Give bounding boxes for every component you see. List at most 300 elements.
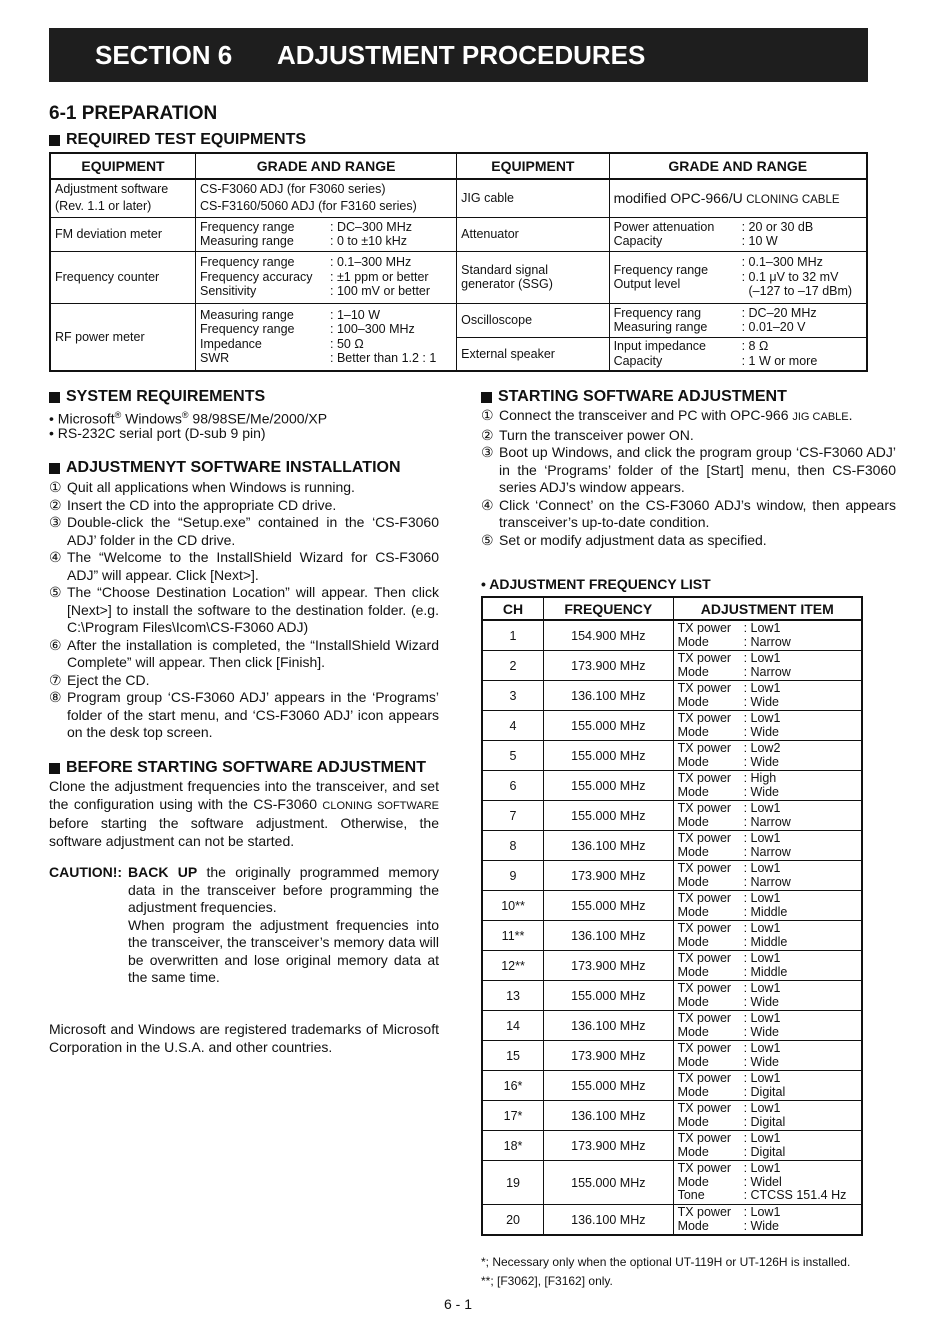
software-line: CS-F3160/5060 ADJ (for F3160 series)	[200, 199, 417, 214]
col-header-adjustment-item: ADJUSTMENT ITEM	[673, 597, 862, 620]
step-number: ①	[481, 407, 494, 423]
item-label: TX power	[677, 771, 732, 786]
text: Program group ‘CS-F3060 ADJ’ appears in the ‘Programs’ folder of the start menu, and ‘CS-F3060 ADJ’ icon appears on the desk top screen.	[67, 689, 439, 740]
spec-label: Measuring range	[200, 234, 294, 248]
step-item	[49, 637, 439, 672]
item-label: Mode	[677, 844, 709, 859]
item-value: : Middle	[743, 934, 788, 949]
item-label: Mode	[677, 664, 709, 679]
grade-range-cell	[609, 251, 867, 303]
equipment-name-cell	[457, 337, 609, 371]
adjustment-item-cell	[673, 861, 862, 891]
item-value: : Wide	[743, 1218, 779, 1233]
equipment-row	[50, 303, 867, 337]
step-text	[499, 427, 896, 445]
step-number: ⑦	[49, 671, 62, 688]
step-number: ⑧	[49, 689, 62, 705]
table-row	[482, 861, 862, 891]
channel-cell: 9	[482, 861, 544, 891]
text: before starting the software adjustment. Otherwise, the software adjustment can not be started.	[49, 815, 439, 849]
spec-value: : 0.01–20 V	[741, 320, 806, 334]
item-label: TX power	[677, 831, 732, 846]
installation-steps	[49, 479, 439, 742]
item-grid	[678, 1162, 857, 1202]
table-row	[482, 651, 862, 681]
item-value: : Low1	[743, 681, 781, 696]
adjustment-item-cell	[673, 620, 862, 651]
adjustment-item-cell	[673, 1131, 862, 1161]
footnote-double-asterisk: **; [F3062], [F3162] only.	[481, 1274, 613, 1288]
item-label: Mode	[677, 1024, 709, 1039]
table-row	[482, 1101, 862, 1131]
grade-range-cell	[196, 303, 457, 371]
equipment-name: External speaker	[461, 346, 555, 361]
table-row	[482, 981, 862, 1011]
channel-cell: 6	[482, 771, 544, 801]
step-text	[499, 407, 896, 427]
item-label: TX power	[677, 1161, 732, 1176]
channel-cell: 19	[482, 1161, 544, 1205]
item-label: Mode	[677, 994, 709, 1009]
frequency-cell: 136.100 MHz	[544, 921, 674, 951]
table-row	[482, 741, 862, 771]
spec-label: Frequency rang	[613, 305, 702, 320]
equipment-name-cell	[457, 251, 609, 303]
item-value: : Low1	[743, 621, 781, 636]
item-grid	[678, 772, 857, 799]
step-item	[49, 689, 439, 742]
item-label: TX power	[677, 921, 732, 936]
item-value: : Middle	[743, 904, 788, 919]
item-value: : Digital	[743, 1084, 786, 1099]
spec-label: Frequency accuracy	[200, 269, 313, 284]
item-label: Mode	[677, 1144, 709, 1159]
text: the originally programmed memory data in the transceiver before programming the adjustment frequencies.	[128, 864, 439, 915]
grade-range-cell	[196, 179, 457, 217]
item-label: Mode	[677, 1174, 709, 1189]
step-item	[481, 497, 896, 532]
spec-label: Frequency range	[613, 262, 709, 277]
item-label: TX power	[677, 861, 732, 876]
step-text	[499, 444, 896, 497]
item-value: : Wide	[743, 994, 779, 1009]
step-item	[49, 514, 439, 549]
item-label: Mode	[677, 1054, 709, 1069]
text: Windows	[121, 410, 182, 427]
table-row	[482, 951, 862, 981]
item-value: : Low1	[743, 1041, 781, 1056]
starting-steps	[481, 407, 896, 549]
item-value: : Low2	[743, 741, 781, 756]
step-number: ⑤	[49, 584, 62, 600]
item-label: TX power	[677, 1101, 732, 1116]
spec-label: Capacity	[613, 353, 663, 368]
item-value: : Low1	[743, 1101, 781, 1116]
text: Set or modify adjustment data as specified.	[499, 531, 767, 548]
equipment-name: Frequency counter	[55, 270, 160, 284]
equipment-row	[50, 179, 867, 217]
col-header-equipment: EQUIPMENT	[457, 153, 609, 179]
channel-cell: 2	[482, 651, 544, 681]
step-item	[49, 672, 439, 690]
step-number: ④	[49, 549, 62, 565]
equipment-name-cell	[50, 179, 196, 217]
step-text	[499, 497, 896, 532]
item-label: Mode	[677, 904, 709, 919]
section-title: ADJUSTMENT PROCEDURES	[277, 39, 646, 70]
equipment-name: (Rev. 1.1 or later)	[55, 199, 152, 214]
channel-cell: 20	[482, 1205, 544, 1236]
item-label: TX power	[677, 1205, 732, 1220]
item-value: : Low1	[743, 861, 781, 876]
equipment-table	[49, 152, 868, 372]
frequency-cell: 136.100 MHz	[544, 1205, 674, 1236]
step-number: ③	[481, 444, 494, 460]
item-value: : Low1	[743, 891, 781, 906]
item-value: : Narrow	[743, 634, 791, 649]
text: Quit all applications when Windows is running.	[67, 479, 355, 495]
caution-text	[128, 864, 439, 987]
equipment-name: Standard signal	[461, 263, 549, 277]
item-grid	[678, 712, 857, 739]
frequency-cell: 136.100 MHz	[544, 1101, 674, 1131]
spec-value: : 50 Ω	[330, 336, 364, 351]
footnote-single-asterisk: *; Necessary only when the optional UT-119H or UT-126H is installed.	[481, 1255, 851, 1269]
step-number: ③	[49, 514, 62, 530]
caution-text-2: When program the adjustment frequencies into the transceiver, the transceiver’s memory data will be overwritten and lose original memory data at the same time.	[128, 916, 439, 985]
adjustment-item-cell	[673, 981, 862, 1011]
equipment-name: Attenuator	[461, 227, 519, 241]
spec-grid	[614, 339, 862, 368]
channel-cell: 14	[482, 1011, 544, 1041]
page-number: 6 - 1	[444, 1296, 473, 1312]
equipment-name: generator (SSG)	[461, 277, 553, 291]
step-text	[67, 479, 439, 497]
spec-value: : 0.1 μV to 32 mV	[741, 269, 839, 284]
text: .	[848, 407, 853, 423]
step-number: ②	[49, 496, 62, 513]
frequency-cell: 154.900 MHz	[544, 620, 674, 651]
table-row	[482, 801, 862, 831]
heading-text: REQUIRED TEST EQUIPMENTS	[66, 131, 307, 148]
equipment-name-cell	[50, 251, 196, 303]
spec-value: : ±1 ppm or better	[330, 269, 429, 284]
spec-label: Power attenuation	[613, 219, 715, 234]
item-label: Mode	[677, 754, 709, 769]
spec-value: : 1–10 W	[330, 307, 381, 322]
step-number: ②	[481, 426, 494, 443]
channel-cell: 12**	[482, 951, 544, 981]
item-grid	[678, 1132, 857, 1159]
step-item	[481, 532, 896, 550]
spec-value: : DC–300 MHz	[330, 219, 412, 234]
square-bullet-icon	[49, 392, 60, 403]
item-grid	[678, 922, 857, 949]
frequency-cell: 155.000 MHz	[544, 741, 674, 771]
item-label: Tone	[677, 1188, 705, 1203]
adjustment-item-cell	[673, 1011, 862, 1041]
item-label: TX power	[677, 741, 732, 756]
item-value: : Low1	[743, 1161, 781, 1176]
spec-label: Sensitivity	[200, 284, 257, 299]
item-value: : Low1	[743, 651, 781, 666]
system-requirement-port: • RS-232C serial port (D-sub 9 pin)	[49, 425, 266, 441]
system-requirements-heading	[49, 388, 265, 406]
item-label: TX power	[677, 981, 732, 996]
square-bullet-icon	[49, 135, 60, 146]
table-row	[482, 620, 862, 651]
item-grid	[678, 1042, 857, 1069]
frequency-table	[481, 596, 863, 1236]
step-number: ⑥	[49, 636, 62, 653]
text: Connect the transceiver and PC with OPC-966	[499, 407, 793, 423]
spec-grid	[614, 306, 862, 335]
item-value: : Low1	[743, 1205, 781, 1220]
item-grid	[678, 832, 857, 859]
frequency-cell: 155.000 MHz	[544, 891, 674, 921]
cable-model: modified OPC-966/U	[613, 190, 743, 207]
grade-range-cell	[609, 303, 867, 337]
table-row	[482, 711, 862, 741]
frequency-cell: 173.900 MHz	[544, 1131, 674, 1161]
spec-label: Output level	[613, 277, 681, 291]
step-text	[67, 637, 439, 672]
spec-label: Impedance	[200, 336, 262, 351]
equipment-name: RF power meter	[55, 329, 145, 344]
square-bullet-icon	[49, 763, 60, 774]
adjustment-item-cell	[673, 741, 862, 771]
item-value: : Low1	[743, 1131, 781, 1146]
spec-grid	[200, 255, 452, 299]
channel-cell: 4	[482, 711, 544, 741]
spec-value: : 0.1–300 MHz	[741, 255, 823, 270]
text: Boot up Windows, and click the program group ‘CS-F3060 ADJ’ in the ‘Programs’ folder of the [Start] menu, then CS-F3060 series ADJ’s window appears.	[499, 444, 896, 495]
equipment-name: JIG cable	[461, 191, 514, 206]
channel-cell: 11**	[482, 921, 544, 951]
text: Double-click the “Setup.exe” contained in the ‘CS-F3060 ADJ’ folder in the CD drive.	[67, 514, 439, 548]
adjustment-item-cell	[673, 1041, 862, 1071]
heading-text: BEFORE STARTING SOFTWARE ADJUSTMENT	[66, 759, 426, 776]
item-value: : Digital	[743, 1144, 786, 1159]
item-value: : Wide	[743, 784, 779, 799]
grade-range-cell	[609, 179, 867, 217]
item-grid	[678, 982, 857, 1009]
item-grid	[678, 742, 857, 769]
col-header-ch: CH	[482, 597, 544, 620]
equipment-name-cell	[50, 217, 196, 251]
equipment-name: Adjustment software	[55, 182, 169, 197]
spec-value: (–127 to –17 dBm)	[741, 284, 853, 299]
item-value: : Wide	[743, 724, 779, 739]
caution-bold: BACK UP	[128, 864, 198, 880]
channel-cell: 8	[482, 831, 544, 861]
adjustment-item-cell	[673, 1071, 862, 1101]
spec-grid	[200, 220, 452, 249]
item-grid	[678, 1102, 857, 1129]
item-label: Mode	[677, 874, 709, 889]
caution-label: CAUTION!:	[49, 864, 123, 880]
spec-label: Measuring range	[613, 320, 708, 334]
item-value: : Low1	[743, 801, 781, 816]
item-value: : Low1	[743, 1011, 781, 1026]
col-header-grade: GRADE AND RANGE	[196, 153, 457, 179]
col-header-equipment: EQUIPMENT	[50, 153, 196, 179]
item-value: : Wide	[743, 754, 779, 769]
channel-cell: 5	[482, 741, 544, 771]
text: After the installation is completed, the “InstallShield Wizard Complete” will appear. Then click [Finish].	[67, 636, 439, 670]
spec-grid	[614, 220, 862, 249]
item-value: : CTCSS 151.4 Hz	[743, 1188, 847, 1203]
item-label: Mode	[677, 1114, 709, 1129]
step-text	[499, 532, 896, 550]
software-line: CS-F3060 ADJ (for F3060 series)	[200, 182, 386, 197]
item-value: : Middle	[743, 964, 788, 979]
text: Turn the transceiver power ON.	[499, 426, 694, 443]
item-grid	[678, 682, 857, 709]
col-header-frequency: FREQUENCY	[544, 597, 674, 620]
channel-cell: 7	[482, 801, 544, 831]
adjustment-item-cell	[673, 651, 862, 681]
grade-range-cell	[609, 337, 867, 371]
frequency-cell: 136.100 MHz	[544, 681, 674, 711]
item-value: : Wide	[743, 1054, 779, 1069]
step-number: ①	[49, 479, 62, 495]
before-starting-heading	[49, 759, 426, 777]
spec-value: : 20 or 30 dB	[741, 219, 814, 234]
starting-adjustment-heading	[481, 388, 787, 406]
table-row	[482, 831, 862, 861]
frequency-cell: 155.000 MHz	[544, 711, 674, 741]
adjustment-item-cell	[673, 831, 862, 861]
spec-value: : Better than 1.2 : 1	[330, 351, 437, 366]
table-row	[482, 771, 862, 801]
text: Click ‘Connect’ on the CS-F3060 ADJ’s window, then appears transceiver’s up-to-date condition.	[499, 496, 896, 530]
preparation-title: 6-1 PREPARATION	[49, 103, 218, 124]
item-value: : Low1	[743, 711, 781, 726]
item-label: Mode	[677, 784, 709, 799]
equipment-name-cell	[457, 303, 609, 337]
step-text	[67, 672, 439, 690]
table-row	[482, 1131, 862, 1161]
item-value: : Narrow	[743, 874, 791, 889]
table-row	[482, 921, 862, 951]
item-label: Mode	[677, 964, 709, 979]
item-label: Mode	[677, 814, 709, 829]
item-label: TX power	[677, 951, 732, 966]
grade-range-cell	[609, 217, 867, 251]
required-equipment-heading	[49, 131, 306, 149]
item-label: Mode	[677, 934, 709, 949]
spec-labels	[614, 263, 742, 292]
item-grid	[678, 652, 857, 679]
item-grid	[678, 952, 857, 979]
adjustment-item-cell	[673, 711, 862, 741]
item-value: : Low1	[743, 1071, 781, 1086]
trademark-notice: Microsoft and Windows are registered trademarks of Microsoft Corporation in the U.S.A. and other countries.	[49, 1021, 439, 1055]
channel-cell: 18*	[482, 1131, 544, 1161]
item-label: TX power	[677, 1071, 732, 1086]
step-text	[67, 497, 439, 515]
adjustment-item-cell	[673, 771, 862, 801]
channel-cell: 15	[482, 1041, 544, 1071]
item-grid	[678, 892, 857, 919]
channel-cell: 3	[482, 681, 544, 711]
spec-label: Input impedance	[613, 339, 707, 354]
channel-cell: 10**	[482, 891, 544, 921]
step-item	[481, 427, 896, 445]
square-bullet-icon	[49, 463, 60, 474]
step-number: ④	[481, 496, 494, 513]
table-row	[482, 1205, 862, 1236]
item-grid	[678, 622, 857, 649]
table-row	[482, 1041, 862, 1071]
adjustment-item-cell	[673, 921, 862, 951]
frequency-cell: 155.000 MHz	[544, 771, 674, 801]
frequency-cell: 173.900 MHz	[544, 951, 674, 981]
item-label: Mode	[677, 724, 709, 739]
installation-heading	[49, 459, 401, 477]
adjustment-item-cell	[673, 1205, 862, 1236]
text: 98/98SE/Me/2000/XP	[188, 410, 328, 427]
text: The “Choose Destination Location” will appear. Then click [Next>] to install the software to the destination folder. (e.g. C:\Program Files\Icom\CS-F3060 ADJ)	[67, 584, 439, 635]
equipment-name: FM deviation meter	[55, 227, 162, 241]
item-value: : Wide	[743, 1024, 779, 1039]
equipment-name-cell	[457, 217, 609, 251]
spec-value: : 0 to ±10 kHz	[330, 234, 408, 248]
text: Clone the adjustment frequencies into the transceiver, and set the configuration using with the CS-F3060	[49, 778, 439, 812]
before-starting-paragraph	[49, 778, 439, 850]
item-label: TX power	[677, 1011, 732, 1026]
section-header-bar	[49, 28, 868, 82]
step-item	[49, 497, 439, 515]
step-text	[67, 584, 439, 637]
spec-label: Measuring range	[200, 307, 294, 322]
step-text	[67, 549, 439, 584]
spec-values	[742, 255, 862, 299]
item-value: : Wide	[743, 694, 779, 709]
item-value: : Narrow	[743, 844, 791, 859]
item-value: : Low1	[743, 951, 781, 966]
item-label: TX power	[677, 681, 732, 696]
item-value: : High	[743, 771, 777, 786]
equipment-name-cell	[457, 179, 609, 217]
small-caps-text: JIG CABLE	[792, 411, 849, 423]
heading-text: SYSTEM REQUIREMENTS	[66, 388, 266, 405]
spec-label: Frequency range	[200, 322, 295, 337]
adjustment-item-cell	[673, 681, 862, 711]
item-label: TX power	[677, 1131, 732, 1146]
spec-label: SWR	[200, 351, 230, 366]
step-text	[67, 514, 439, 549]
frequency-cell: 173.900 MHz	[544, 651, 674, 681]
equipment-row	[50, 251, 867, 303]
registered-mark: ®	[181, 410, 189, 420]
item-grid	[678, 1072, 857, 1099]
text: • Microsoft	[49, 410, 115, 427]
text: Eject the CD.	[67, 671, 150, 688]
item-value: : Low1	[743, 831, 781, 846]
table-row	[482, 681, 862, 711]
step-item	[481, 444, 896, 497]
spec-value: : 1 W or more	[741, 353, 818, 368]
item-label: Mode	[677, 1218, 709, 1233]
step-text	[67, 689, 439, 742]
spec-grid	[614, 255, 862, 299]
table-row	[482, 891, 862, 921]
frequency-cell: 155.000 MHz	[544, 801, 674, 831]
item-value: : Low1	[743, 921, 781, 936]
item-value: : Widel	[743, 1174, 782, 1189]
